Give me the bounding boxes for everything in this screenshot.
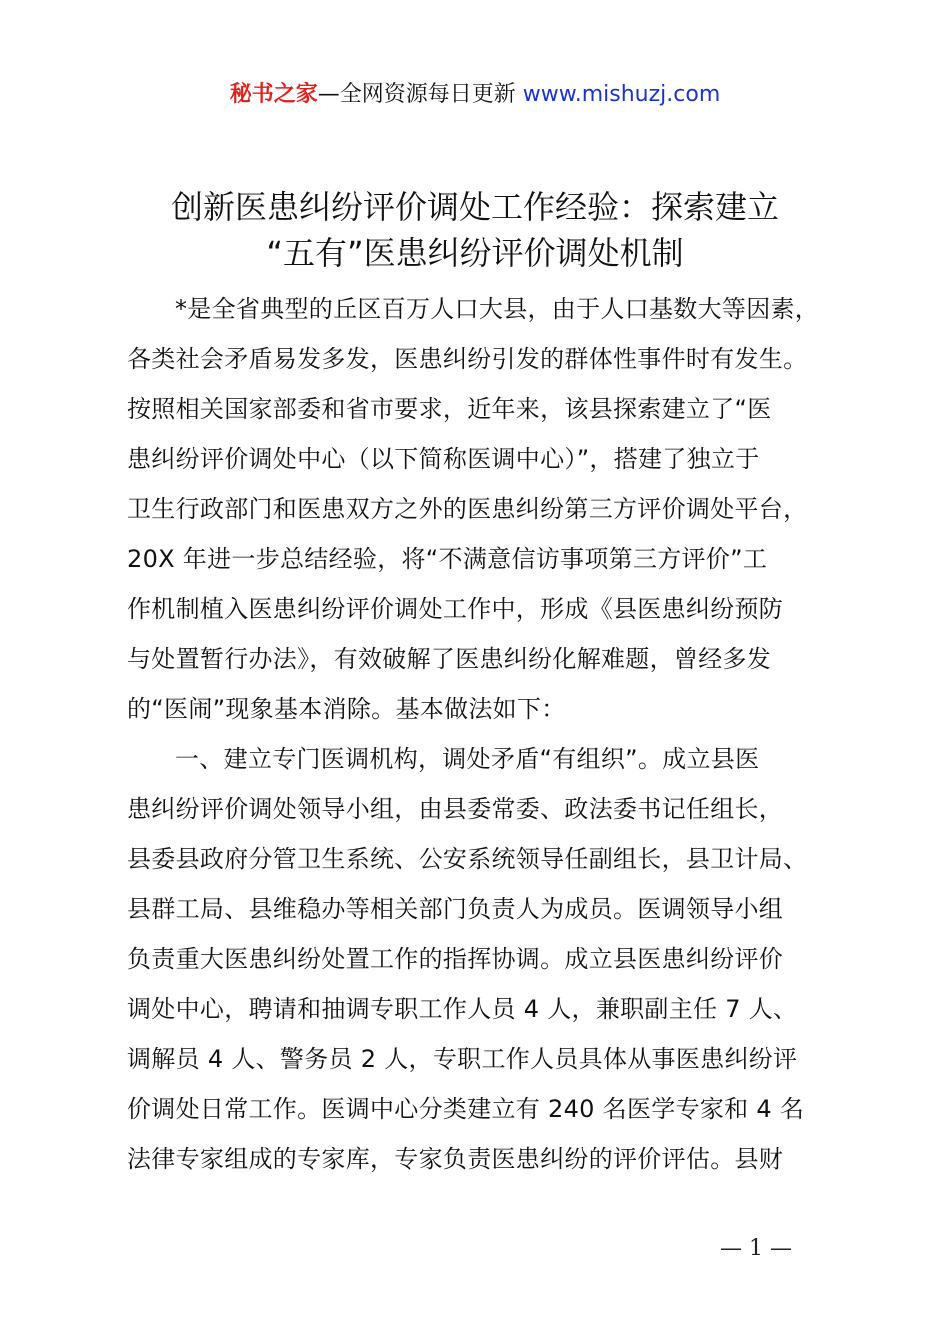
brand-name: 秘书之家 <box>229 82 318 107</box>
text-line: 20X 年进一步总结经验，将“不满意信访事项第三方评价”工 <box>127 545 768 573</box>
text-line: 患纠纷评价调处领导小组，由县委常委、政法委书记任组长， <box>127 795 784 823</box>
text-line: 调处中心，聘请和抽调专职工作人员 4 人，兼职副主任 7 人、 <box>127 995 798 1023</box>
text-line: *是全省典型的丘区百万人口大县，由于人口基数大等因素， <box>175 295 820 323</box>
text-line: 县群工局、县维稳办等相关部门负责人为成员。医调领导小组 <box>127 895 784 923</box>
text-line: 调解员 4 人、警务员 2 人，专职工作人员具体从事医患纠纷评 <box>127 1045 798 1073</box>
page-number: — 1 — <box>720 1236 792 1261</box>
site-header <box>0 78 950 112</box>
text-line: 按照相关国家部委和省市要求，近年来，该县探索建立了“医 <box>127 395 772 423</box>
title-line-2: “五有”医患纠纷评价调处机制 <box>266 234 684 272</box>
text-line: 各类社会矛盾易发多发，医患纠纷引发的群体性事件时有发生。 <box>127 345 808 373</box>
text-line: 与处置暂行办法》，有效破解了医患纠纷化解难题，曾经多发 <box>127 645 772 673</box>
header-tagline: —全网资源每日更新 <box>317 82 516 107</box>
document-body <box>127 284 857 1184</box>
paragraph-section-1 <box>127 734 857 1184</box>
text-line: 卫生行政部门和医患双方之外的医患纠纷第三方评价调处平台， <box>127 495 808 523</box>
text-line: 法律专家组成的专家库，专家负责医患纠纷的评价评估。县财 <box>127 1145 784 1173</box>
paragraph-intro <box>127 284 857 734</box>
site-link[interactable]: www.mishuzj.com <box>522 82 721 107</box>
text-line: 价调处日常工作。医调中心分类建立有 240 名医学专家和 4 名 <box>127 1095 805 1123</box>
text-line: 县委县政府分管卫生系统、公安系统领导任副组长，县卫计局、 <box>127 845 808 873</box>
text-line: 患纠纷评价调处中心（以下简称医调中心）”，搭建了独立于 <box>127 445 760 473</box>
text-line: 作机制植入医患纠纷评价调处工作中，形成《县医患纠纷预防 <box>127 595 784 623</box>
text-line: 负责重大医患纠纷处置工作的指挥协调。成立县医患纠纷评价 <box>127 945 784 973</box>
text-line: 的“医闹”现象基本消除。基本做法如下： <box>127 695 566 723</box>
title-line-1: 创新医患纠纷评价调处工作经验：探索建立 <box>170 188 779 226</box>
document-title <box>60 184 890 276</box>
text-line: 一、建立专门医调机构，调处矛盾“有组织”。成立县医 <box>175 745 760 773</box>
